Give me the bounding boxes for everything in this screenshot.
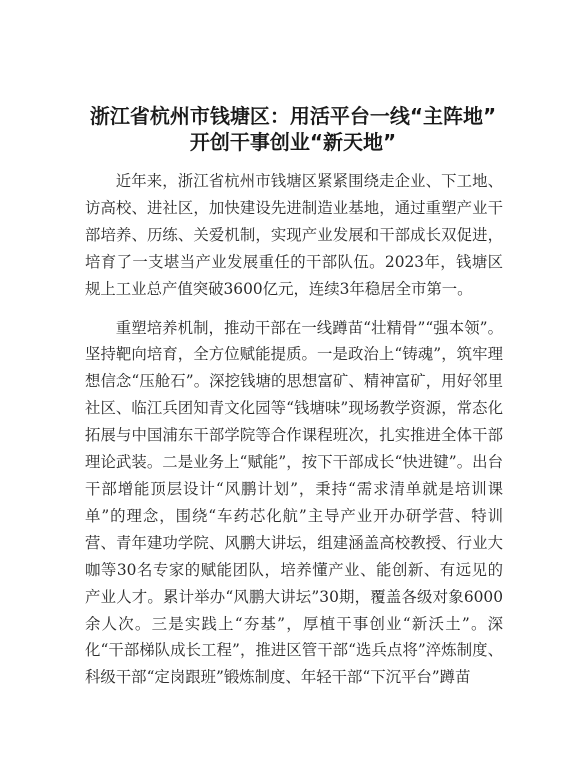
paragraph-intro: 近年来，浙江省杭州市钱塘区紧紧围绕走企业、下工地、访高校、进社区，加快建设先进制造业基地，通过重塑产业干部培养、历练、关爱机制，实现产业发展和干部成长双促进，培育了一支堪当产业发展重任的干部队伍。2023年，钱塘区规上工业总产值突破3600亿元，连续3年稳居全市第一。 <box>85 172 503 298</box>
document-title-line-1: 浙江省杭州市钱塘区：用活平台一线“主阵地” <box>89 104 497 128</box>
document-body <box>85 168 503 691</box>
paragraph-training-mechanism: 重塑培养机制，推动干部在一线蹲苗“壮精骨”“强本领”。坚持靶向培育，全方位赋能提质。一是政治上“铸魂”，筑牢理想信念“压舱石”。深挖钱塘的思想富矿、精神富矿，用好邻里社区、临江兵团知青文化园等“钱塘味”现场教学资源，常态化拓展与中国浦东干部学院等合作课程班次，扎实推进全体干部理论武装。二是业务上“赋能”，按下干部成长“快进键”。出台干部增能顶层设计“风鹏计划”，秉持“需求清单就是培训课单”的理念，围绕“车药芯化航”主导产业开办研学营、特训营、青年建功学院、风鹏大讲坛，组建涵盖高校教授、行业大咖等30名专家的赋能团队，培养懂产业、能创新、有远见的产业人才。累计举办“风鹏大讲坛”30期，覆盖各级对象6000余人次。三是实践上“夯基”，厚植干事创业“新沃土”。深化“干部梯队成长工程”，推进区管干部“选兵点将”淬炼制度、科级干部“定岗跟班”锻炼制度、年轻干部“下沉平台”蹲苗 <box>85 318 503 687</box>
document-title-line-2: 开创干事创业“新天地” <box>189 130 397 154</box>
